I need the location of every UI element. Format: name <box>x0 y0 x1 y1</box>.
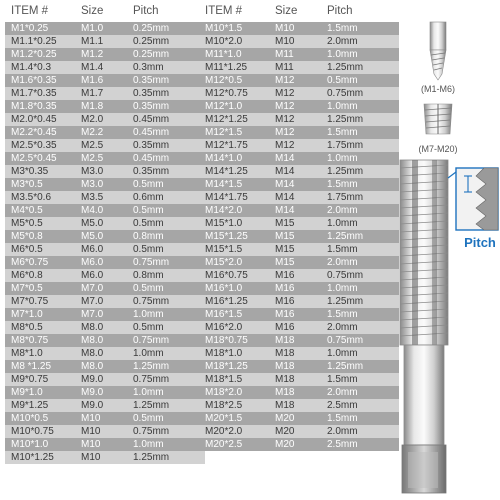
pitch-cell: 0.3mm <box>133 62 164 73</box>
pitch-cell: 1.25mm <box>327 296 364 307</box>
table-row <box>5 295 205 308</box>
size-cell: M8.0 <box>81 348 104 359</box>
size-cell: M15 <box>275 231 295 242</box>
item-cell: M15*1.25 <box>205 231 248 242</box>
table-row <box>5 425 205 438</box>
item-cell: M12*0.75 <box>205 88 248 99</box>
pitch-cell: 1.0mm <box>327 348 358 359</box>
pitch-cell: 1.5mm <box>327 374 358 385</box>
size-cell: M12 <box>275 101 295 112</box>
item-cell: M1.8*0.35 <box>11 101 57 112</box>
size-cell: M14 <box>275 179 295 190</box>
item-cell: M6*0.75 <box>11 257 49 268</box>
pitch-cell: 1.25mm <box>327 62 364 73</box>
item-cell: M14*1.0 <box>205 153 243 164</box>
size-cell: M12 <box>275 114 295 125</box>
pitch-cell: 0.75mm <box>133 426 170 437</box>
pitch-cell: 2.0mm <box>327 387 358 398</box>
size-cell: M16 <box>275 309 295 320</box>
item-cell: M20*2.0 <box>205 426 243 437</box>
size-cell: M14 <box>275 205 295 216</box>
medium-tap-caption: (M7-M20) <box>418 144 458 154</box>
table-row <box>5 22 205 35</box>
table-row <box>199 412 399 425</box>
item-cell: M5*0.8 <box>11 231 43 242</box>
item-cell: M18*1.5 <box>205 374 243 385</box>
item-cell: M14*1.25 <box>205 166 248 177</box>
size-cell: M12 <box>275 140 295 151</box>
item-cell: M15*2.0 <box>205 257 243 268</box>
table-row <box>5 126 205 139</box>
item-cell: M14*1.5 <box>205 179 243 190</box>
item-cell: M12*1.5 <box>205 127 243 138</box>
item-cell: M5*0.5 <box>11 218 43 229</box>
pitch-cell: 0.25mm <box>133 23 170 34</box>
item-cell: M9*1.25 <box>11 400 49 411</box>
item-cell: M7*0.5 <box>11 283 43 294</box>
pitch-cell: 1.25mm <box>133 400 170 411</box>
table-row <box>5 61 205 74</box>
size-cell: M18 <box>275 374 295 385</box>
size-cell: M15 <box>275 218 295 229</box>
pitch-cell: 1.0mm <box>133 387 164 398</box>
size-cell: M3.0 <box>81 179 104 190</box>
pitch-cell: 1.0mm <box>327 218 358 229</box>
size-cell: M9.0 <box>81 374 104 385</box>
table-row <box>199 386 399 399</box>
size-cell: M14 <box>275 153 295 164</box>
pitch-cell: 1.75mm <box>327 140 364 151</box>
table-row <box>199 87 399 100</box>
pitch-cell: 0.35mm <box>133 101 170 112</box>
size-cell: M10 <box>81 426 101 437</box>
table-row <box>199 438 399 451</box>
table-row <box>5 360 205 373</box>
size-cell: M10 <box>275 23 295 34</box>
size-cell: M5.0 <box>81 231 104 242</box>
item-cell: M10*1.5 <box>205 23 243 34</box>
size-cell: M9.0 <box>81 400 104 411</box>
table-header <box>199 0 399 22</box>
pitch-cell: 0.25mm <box>133 49 170 60</box>
pitch-detail <box>448 168 498 230</box>
pitch-cell: 1.0mm <box>327 49 358 60</box>
table-row <box>199 425 399 438</box>
size-cell: M10 <box>275 36 295 47</box>
table-row <box>199 230 399 243</box>
table-row <box>199 360 399 373</box>
size-cell: M8.0 <box>81 361 104 372</box>
item-cell: M1.6*0.35 <box>11 75 57 86</box>
pitch-cell: 0.75mm <box>133 257 170 268</box>
pitch-cell: 0.45mm <box>133 127 170 138</box>
item-cell: M15*1.5 <box>205 244 243 255</box>
pitch-cell: 2.0mm <box>327 257 358 268</box>
table-row <box>199 100 399 113</box>
item-cell: M8 *1.25 <box>11 361 52 372</box>
pitch-cell: 1.25mm <box>327 231 364 242</box>
pitch-cell: 1.25mm <box>327 361 364 372</box>
item-cell: M16*0.75 <box>205 270 248 281</box>
item-cell: M10*1.0 <box>11 439 49 450</box>
table-row <box>5 165 205 178</box>
pitch-cell: 0.5mm <box>133 283 164 294</box>
header-item: ITEM # <box>205 5 243 17</box>
item-cell: M2.5*0.35 <box>11 140 57 151</box>
table-row <box>5 386 205 399</box>
item-cell: M14*2.0 <box>205 205 243 216</box>
pitch-cell: 2.5mm <box>327 439 358 450</box>
size-cell: M18 <box>275 361 295 372</box>
size-cell: M18 <box>275 387 295 398</box>
item-cell: M18*2.5 <box>205 400 243 411</box>
thread-table-left <box>5 0 205 464</box>
pitch-cell: 1.5mm <box>327 309 358 320</box>
size-cell: M1.6 <box>81 75 104 86</box>
size-cell: M10 <box>81 452 101 463</box>
table-row <box>5 243 205 256</box>
size-cell: M16 <box>275 296 295 307</box>
pitch-cell: 0.5mm <box>133 413 164 424</box>
item-cell: M2.2*0.45 <box>11 127 57 138</box>
size-cell: M6.0 <box>81 244 104 255</box>
table-row <box>5 178 205 191</box>
header-item: ITEM # <box>11 5 49 17</box>
table-row <box>199 35 399 48</box>
pitch-cell: 0.35mm <box>133 88 170 99</box>
small-tap-caption: (M1-M6) <box>421 84 455 94</box>
size-cell: M18 <box>275 348 295 359</box>
item-cell: M18*1.25 <box>205 361 248 372</box>
table-row <box>5 35 205 48</box>
size-cell: M1.4 <box>81 62 104 73</box>
item-cell: M7*1.0 <box>11 309 43 320</box>
size-cell: M16 <box>275 283 295 294</box>
size-cell: M3.0 <box>81 166 104 177</box>
pitch-cell: 0.35mm <box>133 140 170 151</box>
size-cell: M20 <box>275 426 295 437</box>
item-cell: M4*0.5 <box>11 205 43 216</box>
pitch-cell: 0.75mm <box>327 88 364 99</box>
pitch-cell: 0.8mm <box>133 231 164 242</box>
pitch-cell: 0.25mm <box>133 36 170 47</box>
size-cell: M1.2 <box>81 49 104 60</box>
pitch-cell: 1.25mm <box>133 452 170 463</box>
table-row <box>5 230 205 243</box>
item-cell: M2.0*0.45 <box>11 114 57 125</box>
size-cell: M18 <box>275 400 295 411</box>
size-cell: M14 <box>275 192 295 203</box>
pitch-cell: 0.6mm <box>133 192 164 203</box>
table-row <box>5 256 205 269</box>
size-cell: M1.8 <box>81 101 104 112</box>
thread-table-right <box>199 0 399 451</box>
item-cell: M6*0.5 <box>11 244 43 255</box>
item-cell: M6*0.8 <box>11 270 43 281</box>
item-cell: M10*2.0 <box>205 36 243 47</box>
item-cell: M10*1.25 <box>11 452 54 463</box>
table-row <box>199 165 399 178</box>
table-row <box>5 100 205 113</box>
table-row <box>5 87 205 100</box>
size-cell: M9.0 <box>81 387 104 398</box>
table-row <box>5 412 205 425</box>
pitch-cell: 0.45mm <box>133 114 170 125</box>
item-cell: M9*1.0 <box>11 387 43 398</box>
pitch-cell: 2.5mm <box>327 400 358 411</box>
size-cell: M10 <box>81 439 101 450</box>
item-cell: M20*1.5 <box>205 413 243 424</box>
pitch-cell: 2.0mm <box>327 426 358 437</box>
table-row <box>199 113 399 126</box>
size-cell: M12 <box>275 88 295 99</box>
table-row <box>199 139 399 152</box>
item-cell: M3*0.35 <box>11 166 49 177</box>
size-cell: M20 <box>275 413 295 424</box>
pitch-cell: 1.25mm <box>133 361 170 372</box>
table-row <box>5 48 205 61</box>
item-cell: M12*1.0 <box>205 101 243 112</box>
item-cell: M10*0.5 <box>11 413 49 424</box>
pitch-cell: 0.5mm <box>133 218 164 229</box>
size-cell: M4.0 <box>81 205 104 216</box>
item-cell: M12*1.75 <box>205 140 248 151</box>
table-row <box>199 191 399 204</box>
header-size: Size <box>275 5 298 17</box>
pitch-cell: 2.0mm <box>327 205 358 216</box>
item-cell: M20*2.5 <box>205 439 243 450</box>
header-pitch: Pitch <box>133 5 159 17</box>
pitch-cell: 1.5mm <box>327 23 358 34</box>
table-row <box>5 373 205 386</box>
item-cell: M12*1.25 <box>205 114 248 125</box>
size-cell: M5.0 <box>81 218 104 229</box>
size-cell: M6.0 <box>81 270 104 281</box>
table-row <box>199 126 399 139</box>
large-tap <box>400 160 448 493</box>
item-cell: M1.7*0.35 <box>11 88 57 99</box>
size-cell: M15 <box>275 244 295 255</box>
pitch-cell: 0.35mm <box>133 166 170 177</box>
size-cell: M2.5 <box>81 153 104 164</box>
size-cell: M8.0 <box>81 335 104 346</box>
pitch-cell: 0.75mm <box>327 270 364 281</box>
item-cell: M10*0.75 <box>11 426 54 437</box>
size-cell: M11 <box>275 49 294 60</box>
table-row <box>5 451 205 464</box>
item-cell: M1.2*0.25 <box>11 49 57 60</box>
item-cell: M1*0.25 <box>11 23 49 34</box>
item-cell: M15*1.0 <box>205 218 243 229</box>
pitch-cell: 1.0mm <box>133 348 164 359</box>
pitch-cell: 1.5mm <box>327 127 358 138</box>
table-row <box>199 152 399 165</box>
table-row <box>199 295 399 308</box>
pitch-cell: 1.5mm <box>327 179 358 190</box>
medium-tap-icon <box>424 104 452 134</box>
item-cell: M1.1*0.25 <box>11 36 57 47</box>
table-row <box>199 48 399 61</box>
pitch-cell: 0.45mm <box>133 153 170 164</box>
table-row <box>5 438 205 451</box>
small-tap-icon <box>430 22 446 80</box>
item-cell: M11*1.0 <box>205 49 242 60</box>
pitch-cell: 1.5mm <box>327 413 358 424</box>
table-row <box>5 152 205 165</box>
pitch-label: Pitch <box>464 235 496 250</box>
size-cell: M7.0 <box>81 283 104 294</box>
pitch-cell: 1.25mm <box>327 114 364 125</box>
size-cell: M1.1 <box>81 36 104 47</box>
size-cell: M7.0 <box>81 296 104 307</box>
table-body <box>5 22 205 464</box>
size-cell: M1.7 <box>81 88 104 99</box>
table-row <box>199 61 399 74</box>
pitch-cell: 1.0mm <box>133 309 164 320</box>
size-cell: M6.0 <box>81 257 104 268</box>
item-cell: M12*0.5 <box>205 75 243 86</box>
pitch-cell: 0.8mm <box>133 270 164 281</box>
item-cell: M9*0.75 <box>11 374 49 385</box>
size-cell: M3.5 <box>81 192 104 203</box>
table-row <box>5 282 205 295</box>
table-row <box>199 217 399 230</box>
item-cell: M3.5*0.6 <box>11 192 52 203</box>
size-cell: M12 <box>275 75 295 86</box>
table-row <box>5 191 205 204</box>
item-cell: M8*0.5 <box>11 322 43 333</box>
table-row <box>199 334 399 347</box>
table-row <box>199 22 399 35</box>
size-cell: M20 <box>275 439 295 450</box>
size-cell: M12 <box>275 127 295 138</box>
pitch-cell: 0.5mm <box>133 179 164 190</box>
pitch-cell: 1.25mm <box>327 166 364 177</box>
item-cell: M3*0.5 <box>11 179 43 190</box>
size-cell: M1.0 <box>81 23 104 34</box>
pitch-cell: 0.35mm <box>133 75 170 86</box>
pitch-cell: 0.5mm <box>133 205 164 216</box>
size-cell: M18 <box>275 335 295 346</box>
item-cell: M18*1.0 <box>205 348 243 359</box>
item-cell: M14*1.75 <box>205 192 248 203</box>
pitch-cell: 2.0mm <box>327 322 358 333</box>
size-cell: M7.0 <box>81 309 104 320</box>
table-row <box>5 399 205 412</box>
pitch-cell: 0.75mm <box>133 335 170 346</box>
pitch-cell: 1.0mm <box>327 101 358 112</box>
pitch-cell: 0.5mm <box>133 322 164 333</box>
item-cell: M2.5*0.45 <box>11 153 57 164</box>
table-row <box>199 243 399 256</box>
table-row <box>5 321 205 334</box>
table-row <box>199 256 399 269</box>
item-cell: M8*1.0 <box>11 348 43 359</box>
size-cell: M8.0 <box>81 322 104 333</box>
table-row <box>5 113 205 126</box>
item-cell: M16*1.0 <box>205 283 243 294</box>
table-row <box>5 334 205 347</box>
size-cell: M2.5 <box>81 140 104 151</box>
table-row <box>5 74 205 87</box>
tap-illustration <box>384 0 500 500</box>
table-row <box>199 321 399 334</box>
pitch-cell: 1.0mm <box>327 153 358 164</box>
size-cell: M16 <box>275 270 295 281</box>
table-body <box>199 22 399 451</box>
table-row <box>5 139 205 152</box>
size-cell: M16 <box>275 322 295 333</box>
size-cell: M2.0 <box>81 114 104 125</box>
size-cell: M15 <box>275 257 295 268</box>
pitch-cell: 1.0mm <box>133 439 164 450</box>
table-row <box>199 308 399 321</box>
table-row <box>5 204 205 217</box>
size-cell: M11 <box>275 62 294 73</box>
item-cell: M18*2.0 <box>205 387 243 398</box>
item-cell: M11*1.25 <box>205 62 248 73</box>
item-cell: M7*0.75 <box>11 296 49 307</box>
pitch-cell: 0.75mm <box>133 296 170 307</box>
pitch-cell: 1.0mm <box>327 283 358 294</box>
table-row <box>199 399 399 412</box>
table-row <box>199 269 399 282</box>
size-cell: M10 <box>81 413 101 424</box>
table-row <box>199 282 399 295</box>
header-pitch: Pitch <box>327 5 353 17</box>
table-row <box>5 217 205 230</box>
pitch-cell: 0.5mm <box>133 244 164 255</box>
size-cell: M2.2 <box>81 127 104 138</box>
header-size: Size <box>81 5 104 17</box>
item-cell: M16*2.0 <box>205 322 243 333</box>
table-row <box>5 308 205 321</box>
size-cell: M14 <box>275 166 295 177</box>
table-row <box>199 178 399 191</box>
pitch-cell: 2.0mm <box>327 36 358 47</box>
pitch-cell: 0.75mm <box>327 335 364 346</box>
table-row <box>5 269 205 282</box>
pitch-cell: 1.75mm <box>327 192 364 203</box>
table-row <box>199 74 399 87</box>
table-row <box>199 347 399 360</box>
table-row <box>199 373 399 386</box>
item-cell: M1.4*0.3 <box>11 62 52 73</box>
item-cell: M8*0.75 <box>11 335 49 346</box>
table-row <box>199 204 399 217</box>
pitch-cell: 0.75mm <box>133 374 170 385</box>
item-cell: M16*1.25 <box>205 296 248 307</box>
pitch-cell: 0.5mm <box>327 75 358 86</box>
item-cell: M18*0.75 <box>205 335 248 346</box>
table-row <box>5 347 205 360</box>
item-cell: M16*1.5 <box>205 309 243 320</box>
pitch-cell: 1.5mm <box>327 244 358 255</box>
table-header <box>5 0 205 22</box>
